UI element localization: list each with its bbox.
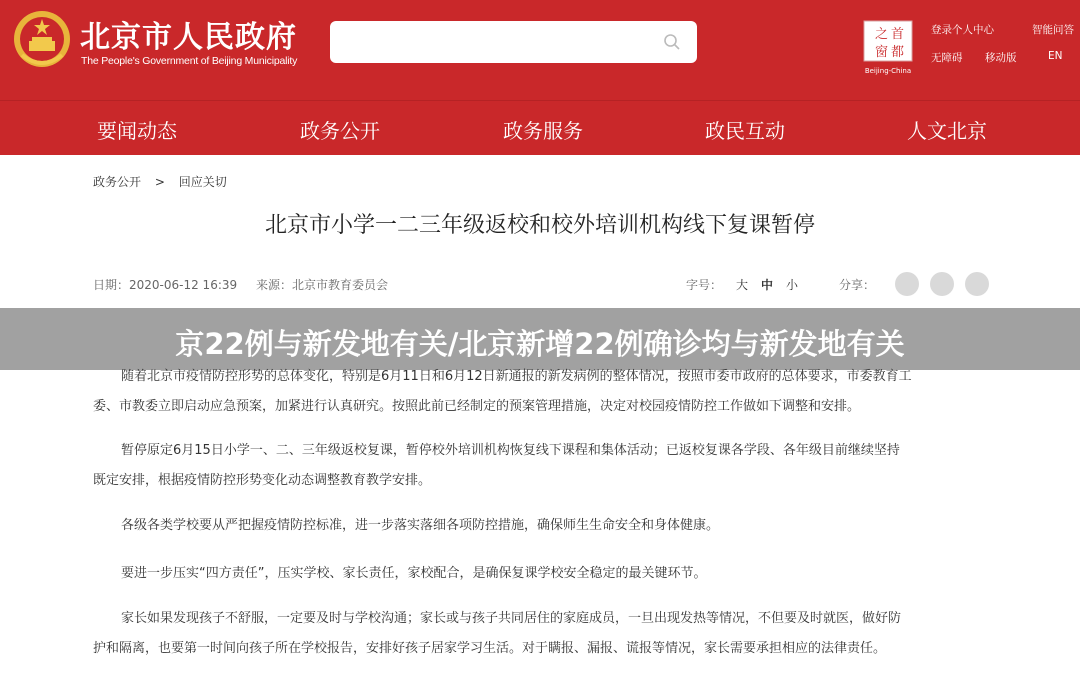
svg-text:之: 之 (875, 27, 889, 42)
nav-item-interaction[interactable]: 政民互动 (705, 119, 785, 143)
article-paragraph (93, 511, 983, 541)
nav-item-news[interactable]: 要闻动态 (97, 119, 177, 143)
beijing-logo-icon (863, 20, 913, 62)
site-title[interactable]: 北京市人民政府 (80, 20, 297, 55)
svg-text:首: 首 (891, 27, 905, 42)
article-paragraph (93, 559, 983, 589)
site-header (0, 0, 1080, 100)
article-title: 北京市小学一二三年级返校和校外培训机构线下复课暂停 (264, 213, 815, 238)
article-paragraph (93, 604, 983, 664)
site-subtitle: The People's Government of Beijing Municipality (81, 55, 298, 67)
font-size-small[interactable]: 小 (786, 278, 799, 292)
font-size-label: 字号： (686, 278, 723, 292)
article-paragraph (93, 436, 983, 496)
breadcrumb (93, 173, 237, 190)
search-icon[interactable] (663, 33, 681, 51)
svg-text:窗: 窗 (875, 45, 889, 60)
search-input[interactable] (330, 21, 697, 63)
national-emblem-icon (12, 9, 72, 71)
banner-text: 京22例与新发地有关/北京新增22例确诊均与新发地有关 (175, 327, 905, 361)
article-paragraph (93, 362, 983, 422)
lang-link[interactable]: EN (1048, 50, 1063, 62)
login-link[interactable]: 登录个人中心 (931, 24, 994, 36)
paragraph-line: 委、市教委立即启动应急预案，加紧进行认真研究。按照此前已经制定的预案管理措施，决定对校园疫情防控工作做如下调整和安排。 (93, 399, 861, 414)
paragraph-line: 随着北京市疫情防控形势的总体变化，特别是6月11日和6月12日新通报的新发病例的整体情况，按照市委市政府的总体要求，市委教育工 (121, 369, 912, 384)
paragraph-line: 各级各类学校要从严把握疫情防控标准，进一步落实落细各项防控措施，确保师生生命安全和身体健康。 (121, 518, 720, 533)
paragraph-line: 护和隔离，也要第一时间向孩子所在学校报告，安排好孩子居家学习生活。对于瞒报、漏报、谎报等情况，家长需要承担相应的法律责任。 (93, 641, 887, 656)
main-nav (0, 100, 1080, 155)
top-links (930, 20, 1080, 70)
mobile-link[interactable]: 移动版 (985, 52, 1017, 64)
nav-item-gov-info[interactable]: 政务公开 (300, 119, 380, 143)
article-date: 日期：2020-06-12 16:39 (93, 278, 238, 292)
paragraph-line: 既定安排，根据疫情防控形势变化动态调整教育教学安排。 (93, 473, 432, 488)
paragraph-line: 家长如果发现孩子不舒服，一定要及时与学校沟通；家长或与孩子共同居住的家庭成员，一旦出现发热等情况，不但要及时就医，做好防 (121, 611, 902, 626)
article-source: 来源：北京市教育委员会 (256, 278, 389, 292)
beijing-city-logo[interactable] (863, 20, 913, 75)
qzone-share-icon[interactable] (965, 272, 989, 296)
font-size-medium[interactable]: 中 (761, 278, 774, 292)
accessibility-link[interactable]: 无障碍 (931, 52, 963, 64)
breadcrumb-separator: > (154, 175, 165, 189)
breadcrumb-item-gov-info[interactable]: 政务公开 (93, 175, 142, 189)
paragraph-line: 要进一步压实“四方责任”，压实学校、家长责任，家校配合，是确保复课学校安全稳定的最关键环节。 (121, 566, 707, 581)
share-label: 分享： (839, 278, 876, 292)
paragraph-line: 暂停原定6月15日小学一、二、三年级返校复课，暂停校外培训机构恢复线下课程和集体活动；已返校复课各学段、各年级目前继续坚持 (121, 443, 900, 458)
overlay-banner (0, 308, 1080, 370)
weibo-share-icon[interactable] (930, 272, 954, 296)
svg-text:都: 都 (891, 45, 905, 60)
smart-qa-link[interactable]: 智能问答 (1032, 24, 1074, 36)
nav-item-culture[interactable]: 人文北京 (907, 119, 987, 143)
article-meta (93, 276, 993, 296)
font-size-large[interactable]: 大 (736, 278, 749, 292)
breadcrumb-item-response[interactable]: 回应关切 (178, 175, 227, 189)
nav-item-services[interactable]: 政务服务 (503, 119, 583, 143)
beijing-logo-caption: Beijing-China (864, 67, 912, 75)
wechat-share-icon[interactable] (895, 272, 919, 296)
